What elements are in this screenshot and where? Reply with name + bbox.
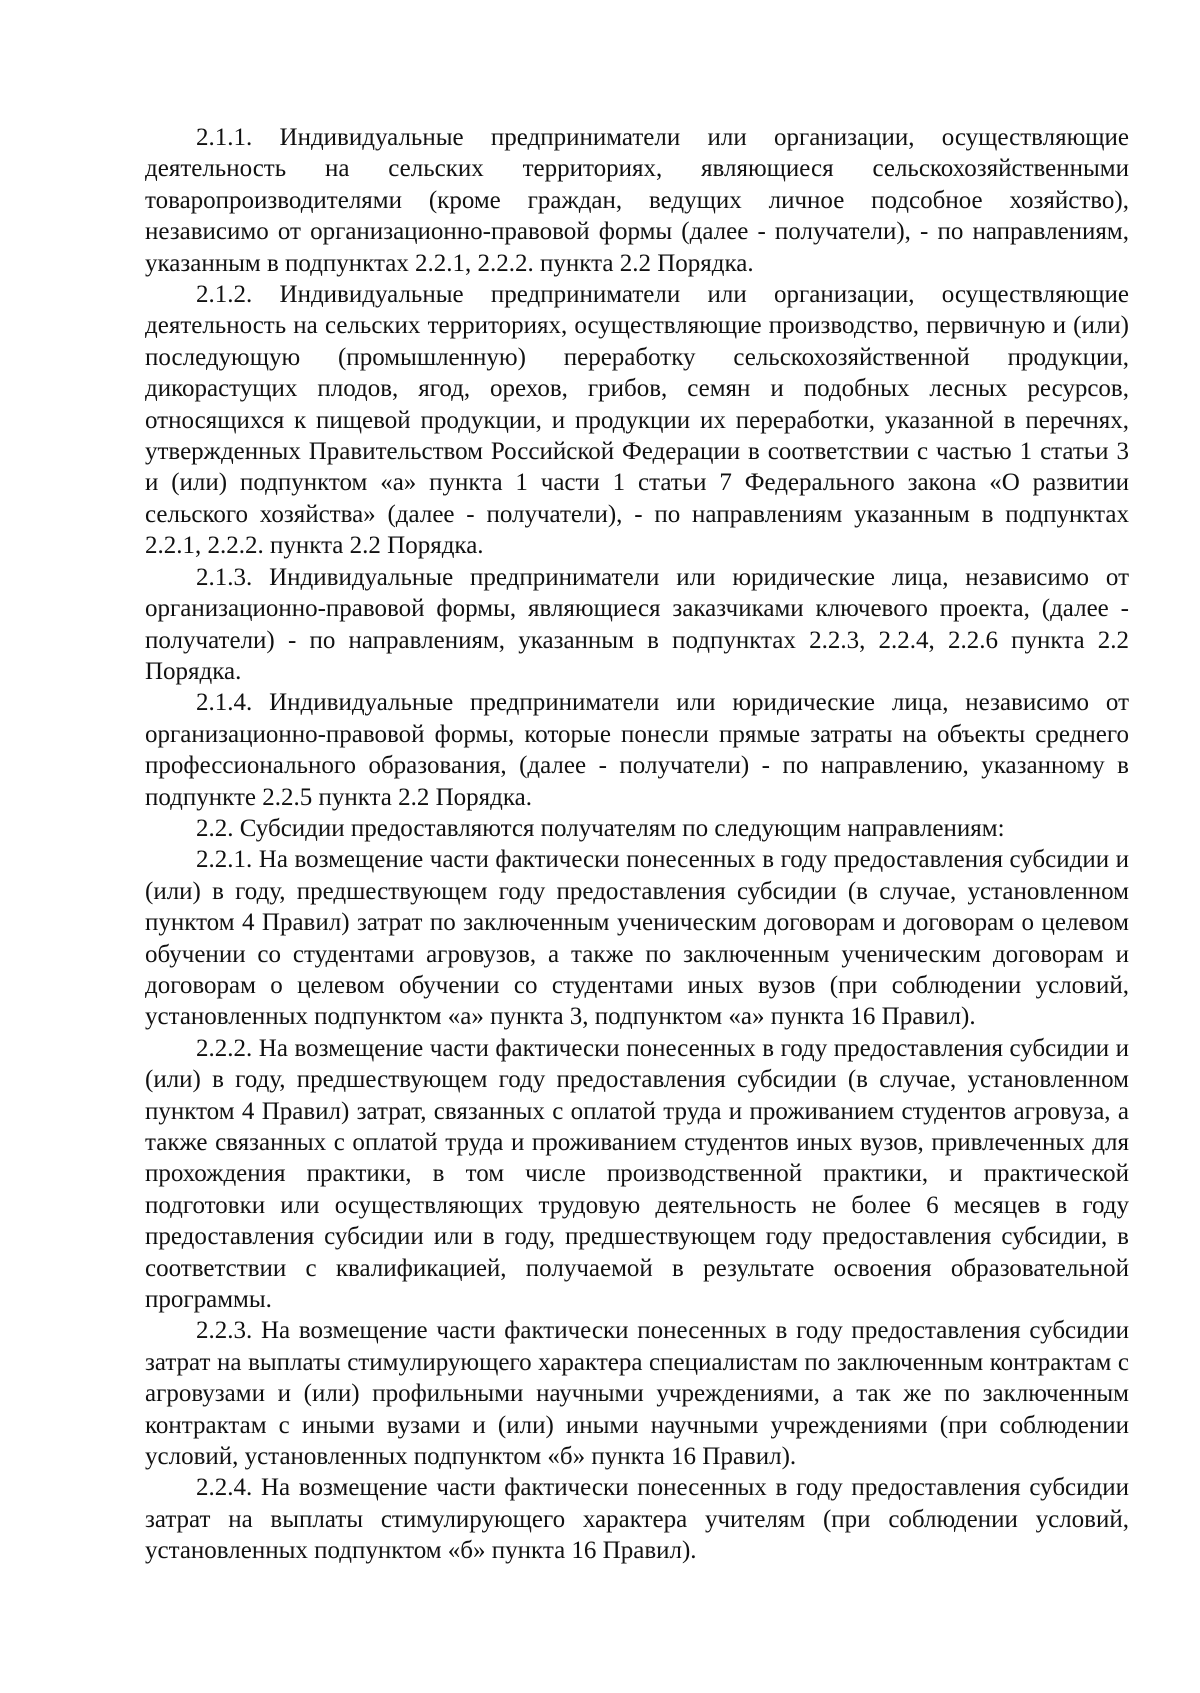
paragraph-2-1-3: 2.1.3. Индивидуальные предприниматели или юридические лица, независимо от организационно-правовой формы, являющиеся заказчиками ключевого проекта, (далее - получатели) - по направлениям, указанным в подпунктах 2.2.3, 2.2.4, 2.2.6 пункта 2.2 Порядка. bbox=[145, 563, 1129, 685]
paragraph-2-1-4: 2.1.4. Индивидуальные предприниматели или юридические лица, независимо от организационно-правовой формы, которые понесли прямые затраты на объекты среднего профессионального образования, (далее - получатели) - по направлению, указанному в подпункте 2.2.5 пункта 2.2 Порядка. bbox=[145, 689, 1129, 811]
paragraph-2-2: 2.2. Субсидии предоставляются получателям по следующим направлениям: bbox=[196, 814, 1005, 842]
paragraph-2-1-1: 2.1.1. Индивидуальные предприниматели или организации, осуществляющие деятельность на сельских территориях, являющиеся сельскохозяйственными товаропроизводителями (кроме граждан, ведущих личное подсобное хозяйство), независимо от организационно-правовой формы (далее - получатели), - по направлениям, указанным в подпунктах 2.2.1, 2.2.2. пункта 2.2 Порядка. bbox=[145, 124, 1129, 277]
paragraph-2-2-1: 2.2.1. На возмещение части фактически понесенных в году предоставления субсидии и (или) в году, предшествующем году предоставления субсидии (в случае, установленном пунктом 4 Правил) затрат по заключенным ученическим договорам и договорам о целевом обучении со студентами агровузов, а также по заключенным ученическим договорам и договорам о целевом обучении со студентами иных вузов (при соблюдении условий, установленных подпунктом «а» пункта 3, подпунктом «а» пункта 16 Правил). bbox=[145, 846, 1129, 1031]
paragraph-2-1-2: 2.1.2. Индивидуальные предприниматели или организации, осуществляющие деятельность на сельских территориях, осуществляющие производство, первичную и (или) последующую (промышленную) переработку сельскохозяйственной продукции, дикорастущих плодов, ягод, орехов, грибов, семян и подобных лесных ресурсов, относящихся к пищевой продукции, и продукции их переработки, указанной в перечнях, утвержденных Правительством Российской Федерации в соответствии с частью 1 статьи 3 и (или) подпунктом «а» пункта 1 части 1 статьи 7 Федерального закона «О развитии сельского хозяйства» (далее - получатели), - по направлениям указанным в подпунктах 2.2.1, 2.2.2. пункта 2.2 Порядка. bbox=[145, 281, 1129, 560]
paragraph-2-2-4: 2.2.4. На возмещение части фактически понесенных в году предоставления субсидии затрат на выплаты стимулирующего характера учителям (при соблюдении условий, установленных подпунктом «б» пункта 16 Правил). bbox=[145, 1474, 1129, 1565]
document-body bbox=[145, 122, 1129, 1567]
paragraph-2-2-2: 2.2.2. На возмещение части фактически понесенных в году предоставления субсидии и (или) в году, предшествующем году предоставления субсидии (в случае, установленном пунктом 4 Правил) затрат, связанных с оплатой труда и проживанием студентов агровуза, а также связанных с оплатой труда и проживанием студентов иных вузов, привлеченных для прохождения практики, в том числе производственной практики, и практической подготовки или осуществляющих трудовую деятельность не более 6 месяцев в году предоставления субсидии или в году, предшествующем году предоставления субсидии, в соответствии с квалификацией, получаемой в результате освоения образовательной программы. bbox=[145, 1034, 1129, 1314]
paragraph-2-2-3: 2.2.3. На возмещение части фактически понесенных в году предоставления субсидии затрат на выплаты стимулирующего характера специалистам по заключенным контрактам с агровузами и (или) профильными научными учреждениями, а так же по заключенным контрактам с иными вузами и (или) иными научными учреждениями (при соблюдении условий, установленных подпунктом «б» пункта 16 Правил). bbox=[145, 1317, 1129, 1471]
